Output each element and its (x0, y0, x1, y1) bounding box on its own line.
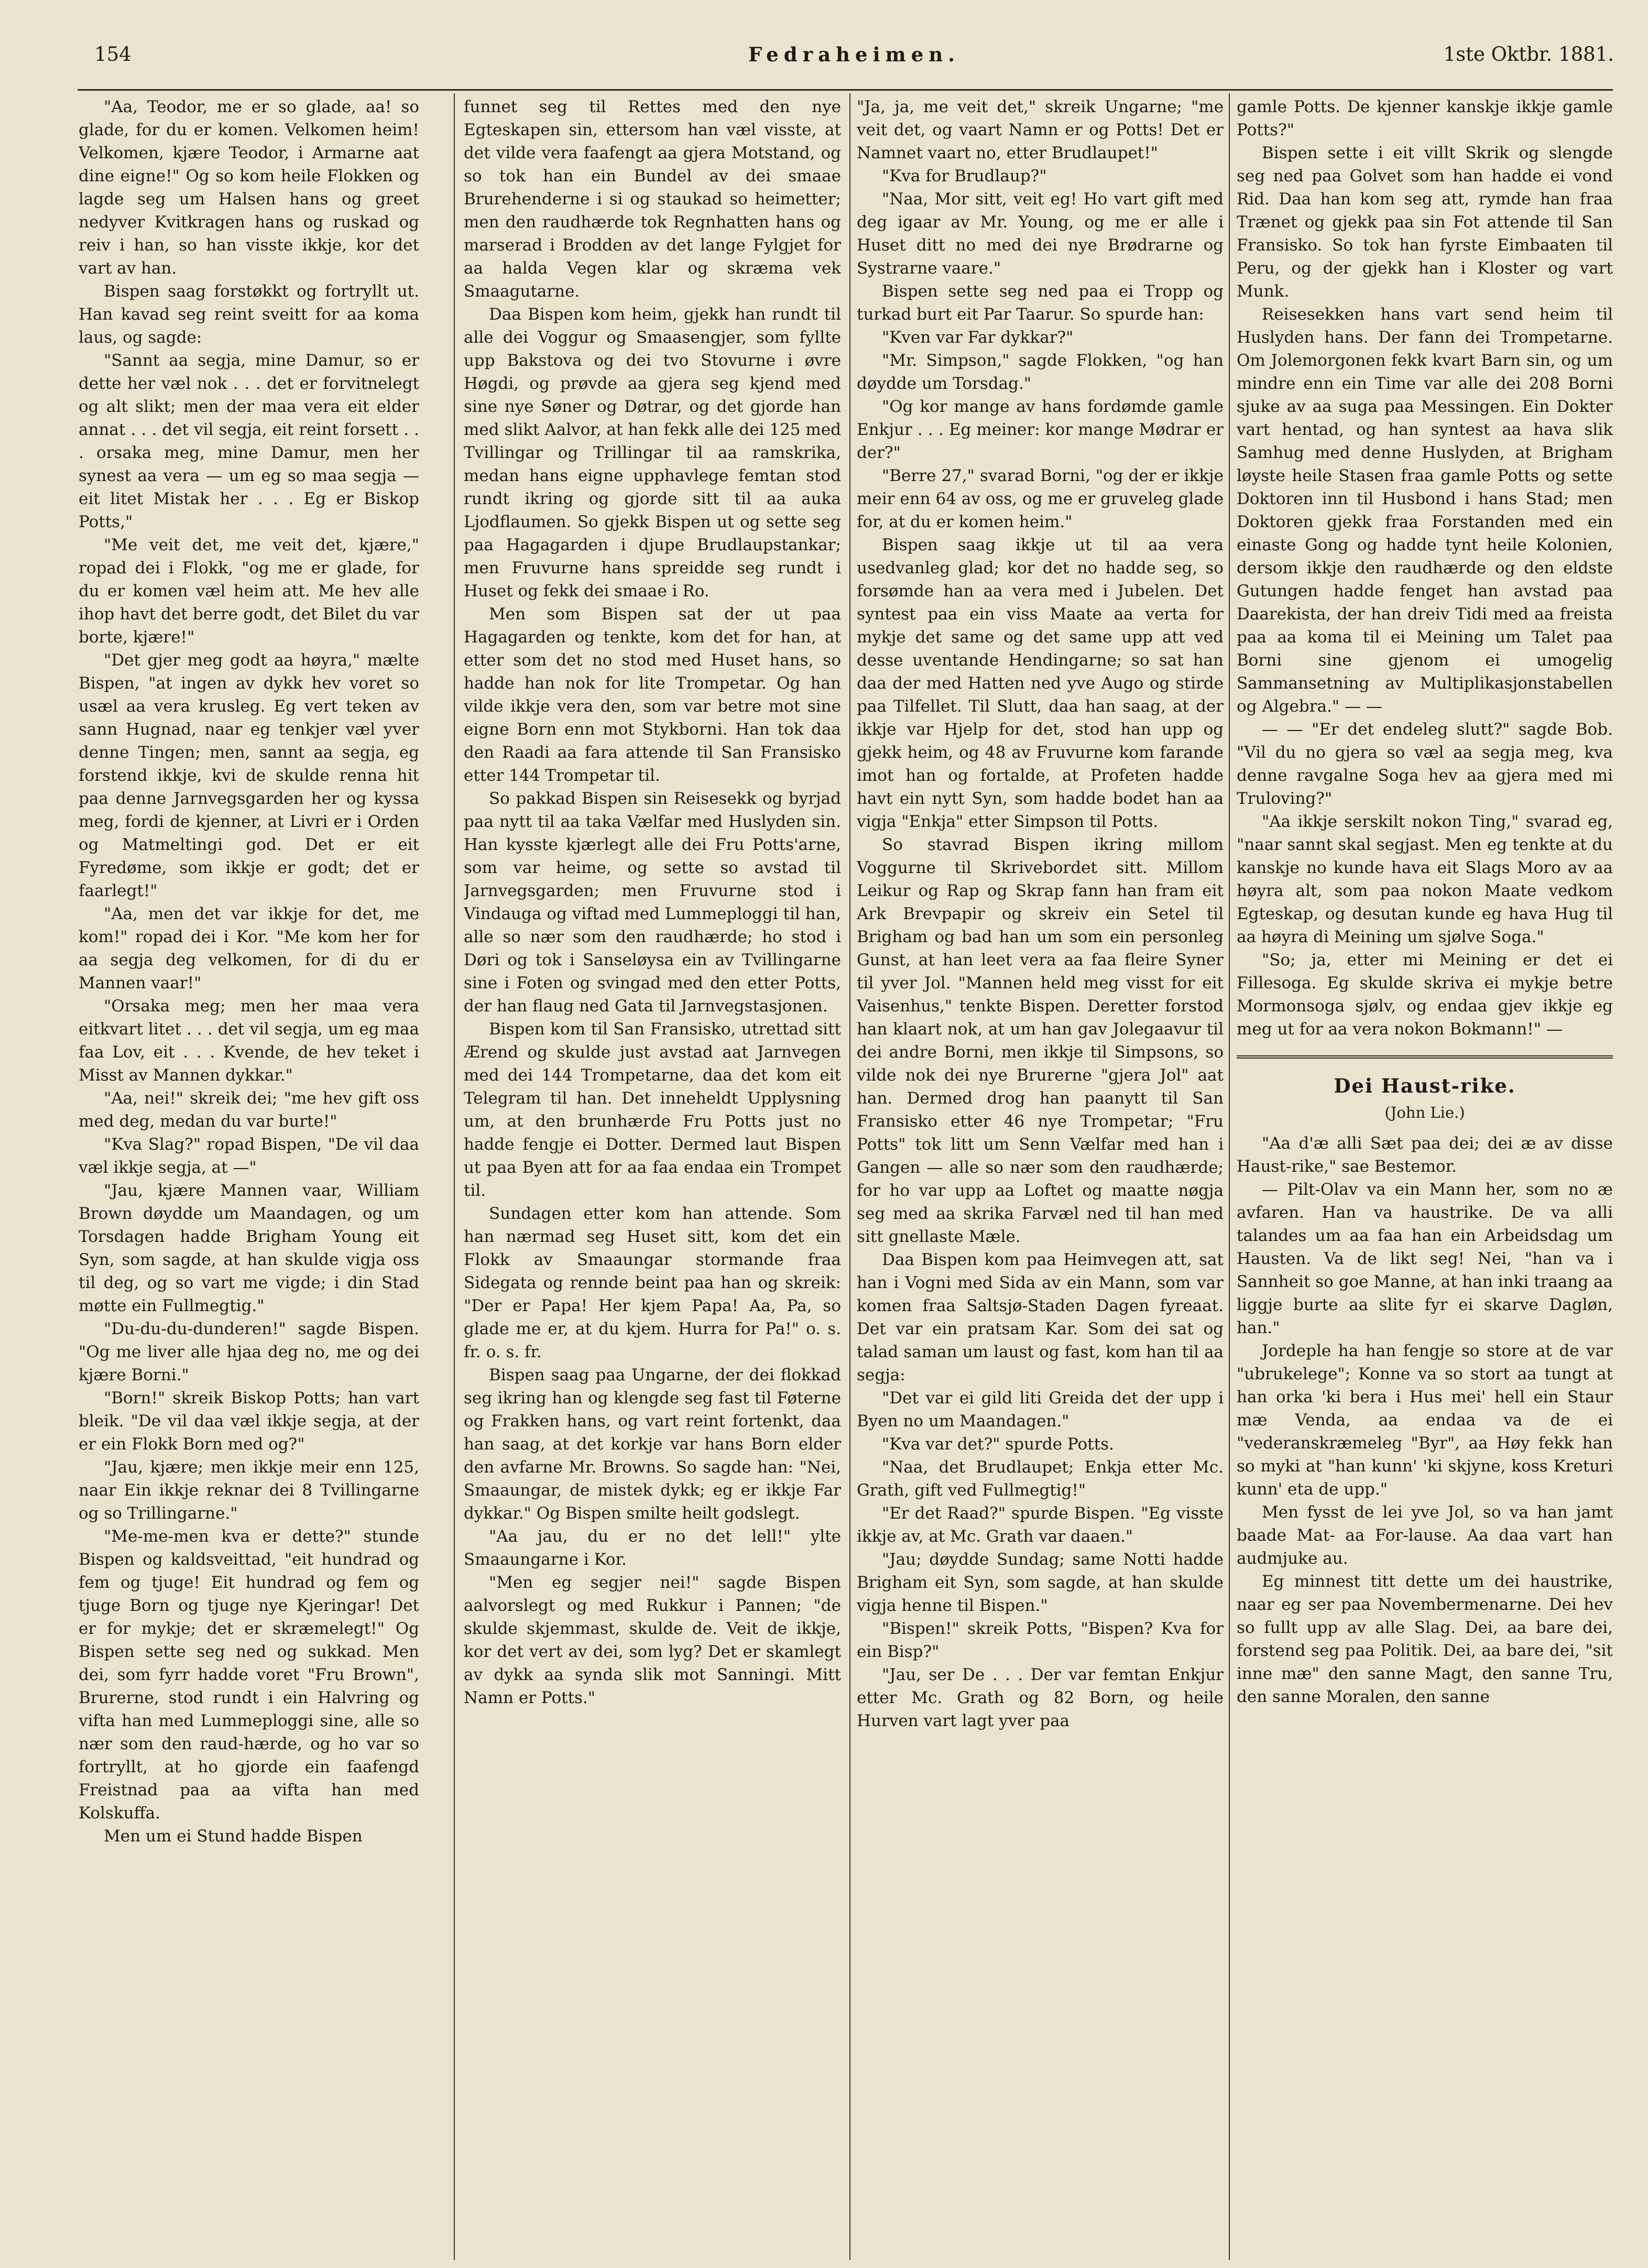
paragraph: "Aa, men det var ikkje for det, me kom!" ropad dei i Kor. "Me kom her for aa segja deg velkomen, for di du er Mannen vaar!" (79, 904, 419, 993)
paragraph: "Kven var Far dykkar?" (882, 328, 1074, 347)
page-number: 154 (94, 43, 132, 66)
paragraph: Bispen saag paa Ungarne, der dei flokkad seg ikring han og klengde seg fast til Føterne og Frakken hans, og vart reint fortenkt, daa han saag, at det korkje var hans Born elder den avfarne Mr. Browns. So sagde han: "Nei, Smaaungar, de mistek dykk; eg er ikkje Far dykkar." Og Bispen smilte heilt godslegt. (464, 1366, 841, 1523)
paragraph: Reisesekken hans vart send heim til Huslyden hans. Der fann dei Trompetarne. Om Jolemorgonen fekk kvart Barn sin, og um mindre enn ein Time var alle dei 208 Borni sjuke av aa suga paa Messingen. Ein Dokter vart hentad, og han syntest aa hava slik Samhug med denne Huslyden, at Brigham løyste heile Stasen fraa gamle Potts og sette Doktoren inn til Husbond i hans Stad; men Doktoren gjekk fraa Forstanden med ein einaste Gong og hadde tynt heile Kolonien, dersom ikkje den raudhærde og den eldste Gutungen hadde fenget han avstad paa Daarekista, der han dreiv Tidi med aa freista paa aa koma til ei Meining um Talet paa Borni sine gjenom ei umogelig Sammansetning av Multiplikasjonstabellen og Algebra." — — (1237, 305, 1613, 716)
section-divider (1237, 1055, 1613, 1059)
paragraph: "Ja, ja, me veit det," skreik Ungarne; "me veit det, og vaart Namn er og Potts! Det er Namnet vaart no, etter Brudlaupet!" (857, 97, 1224, 162)
paragraph: "Mr. Simpson," sagde Flokken, "og han døydde um Torsdag." (857, 351, 1224, 393)
paragraph: funnet seg til Rettes med den nye Egteskapen sin, ettersom han væl visste, at det vilde vera faafengt aa gjera Motstand, og so tok han ein Bundel av dei smaae Brurehenderne i si og staukad so heimetter; men den raudhærde tok Regnhatten hans og marserad i Brodden av det lange Fylgjet for aa halda Vegen klar og skræma vek Smaagutarne. (464, 97, 841, 301)
paragraph: "Jau, ser De . . . Der var femtan Enkjur etter Mc. Grath og 82 Born, og heile Hurven vart lagt yver paa (857, 1665, 1224, 1730)
paragraph: Daa Bispen kom heim, gjekk han rundt til alle dei Voggur og Smaasengjer, som fyllte upp Bakstova og dei tvo Stovurne i øvre Høgdi, og prøvde aa gjera seg kjend med sine nye Søner og Døtrar, og det gjorde han med slikt Aalvor, at han fekk alle dei 125 med Tvillingar og Trillingar til aa ramskrika, medan hans eigne upphavlege femtan stod rundt ikring og gjorde sitt til aa auka Ljodflaumen. So gjekk Bispen ut og sette seg paa Hagagarden i djupe Brudlaupstankar; men Fruvurne hans spreidde seg rundt i Huset og fekk dei smaae i Ro. (464, 305, 841, 601)
column-1 (79, 95, 419, 2262)
issue-date: 1ste Oktbr. 1881. (1443, 43, 1614, 66)
header-rule (78, 89, 1613, 91)
paragraph: Bispen sette i eit villt Skrik og slengde seg ned paa Golvet som han hadde ei vond Rid. Daa han kom seg att, rymde han fraa Trænet og gjekk paa sin Fot attende til San Fransisko. So tok han fyrste Eimbaaten til Peru, og der gjekk han i Kloster og vart Munk. (1237, 144, 1613, 301)
column-divider (849, 93, 850, 2260)
paragraph: "Sannt aa segja, mine Damur, so er dette her væl nok . . . det er forvitnelegt og alt slikt; men der maa vera eit elder annat . . . det vil segja, eit reint forsett . . . orsaka meg, mine Damur, men her synest aa vera — um eg so maa segja — eit litet Mistak her . . . Eg er Biskop Potts," (79, 351, 419, 531)
paragraph: "Jau; døydde Sundag; same Notti hadde Brigham eit Syn, som sagde, at han skulde vigja henne til Bispen." (857, 1550, 1224, 1615)
column-4 (1237, 95, 1613, 2262)
paragraph: Men fysst de lei yve Jol, so va han jamt baade Mat- aa For-lause. Aa daa vart han audmjuke au. (1237, 1503, 1613, 1568)
paragraph: Eg minnest titt dette um dei haustrike, naar eg ser paa Novembermenarne. Dei hev so fullt upp av alle Slag. Dei, aa bare dei, forstend seg paa Politik. Dei, aa bare dei, "sit inne mæ" den sanne Magt, den sanne Tru, den sanne Moralen, den sanne (1237, 1572, 1613, 1706)
paragraph: "Men eg segjer nei!" sagde Bispen aalvorslegt og med Rukkur i Pannen; "de skulde skjemmast, skulde de. Veit de ikkje, kor det vert av dei, som lyg? Det er skamlegt av dykk aa synda slik mot Sanningi. Mitt Namn er Potts." (464, 1573, 841, 1707)
column-divider (454, 93, 455, 2260)
paragraph: "Naa, det Brudlaupet; Enkja etter Mc. Grath, gift ved Fullmegtig!" (857, 1458, 1224, 1500)
paragraph: "Aa, nei!" skreik dei; "me hev gift oss med deg, medan du var burte!" (79, 1089, 419, 1131)
paragraph: "Bispen!" skreik Potts, "Bispen? Kva for ein Bisp?" (857, 1619, 1224, 1661)
paragraph: "Kva Slag?" ropad Bispen, "De vil daa væl ikkje segja, at —" (79, 1135, 419, 1177)
paragraph: "Me-me-men kva er dette?" stunde Bispen og kaldsveittad, "eit hundrad og fem og tjuge! Eit hundrad og fem og tjuge Born og tjuge nye Kjeringar! Det er for mykje; det er skræmelegt!" Og Bispen sette seg ned og sukkad. Men dei, som fyrr hadde voret "Fru Brown", Brurerne, stod rundt i ein Halvring og vifta han med Lummeploggi sine, alle so nær som den raud-hærde, og ho var so fortryllt, at ho gjorde ein faafengd Freistnad paa aa vifta han med Kolskuffa. (79, 1527, 419, 1823)
article-title: Dei Haust-rike. (1334, 1074, 1516, 1097)
paragraph: "Berre 27," svarad Borni, "og der er ikkje meir enn 64 av oss, og me er gruveleg glade for, at du er komen heim." (857, 466, 1224, 531)
paragraph: "So; ja, etter mi Meining er det ei Fillesoga. Eg skulde skriva ei mykje betre Mormonsoga sjølv, og endaa gjev ikkje eg meg ut for aa vera nokon Bokmann!" — (1237, 951, 1613, 1039)
page-header (94, 43, 1614, 74)
paragraph: "Kva for Brudlaup?" (882, 167, 1047, 186)
masthead-title: Fedraheimen. (748, 43, 961, 66)
paragraph: "Det var ei gild liti Greida det der upp i Byen no um Maandagen." (857, 1389, 1224, 1431)
paragraph: Men som Bispen sat der ut paa Hagagarden og tenkte, kom det for han, at etter som det no stod med Huset hans, so hadde han nok for lite Trompetar. Og han vilde ikkje vera den, som var betre mot sine eigne Born enn mot Stykborni. Han tok daa den Raadi aa fara attende til San Fransisko etter 144 Trompetar til. (464, 605, 841, 785)
paragraph: — Pilt-Olav va ein Mann her, som no æ avfaren. Han va haustrike. De va alli talandes um aa faa han ein Arbeidsdag um Hausten. Va de likt seg! Nei, "han va i Sannheit so goe Manne, at han inki traang aa liggje burte aa slite fyr ei skarve Dagløn, han." (1237, 1180, 1613, 1337)
paragraph: "Og kor mange av hans fordømde gamle Enkjur . . . Eg meiner: kor mange Mødrar er der?" (857, 397, 1224, 462)
paragraph: "Aa d'æ alli Sæt paa dei; dei æ av disse Haust-rike," sae Bestemor. (1237, 1134, 1613, 1176)
paragraph: Bispen kom til San Fransisko, utrettad sitt Ærend og skulde just avstad aat Jarnvegen med dei 144 Trompetarne, daa det kom eit Telegram til han. Det inneheldt Upplysning um, at den brunhærde Fru Potts just no hadde fengje ei Dotter. Dermed laut Bispen ut paa Byen att for aa faa endaa ein Trompet til. (464, 1020, 841, 1200)
paragraph: "Born!" skreik Biskop Potts; han vart bleik. "De vil daa væl ikkje segja, at der er ein Flokk Born med og?" (79, 1389, 419, 1454)
paragraph: Daa Bispen kom paa Heimvegen att, sat han i Vogni med Sida av ein Mann, som var komen fraa Saltsjø-Staden Dagen fyreaat. Det var ein pratsam Kar. Som dei sat og talad saman um laust og fast, kom han til aa segja: (857, 1250, 1224, 1384)
paragraph: "Naa, Mor sitt, veit eg! Ho vart gift med deg igaar av Mr. Young, og me er alle i Huset ditt no med dei nye Brødrarne og Systrarne vaare." (857, 190, 1224, 278)
paragraph: Men um ei Stund hadde Bispen (104, 1827, 363, 1846)
paragraph: Bispen saag forstøkkt og fortryllt ut. Han kavad seg reint sveitt for aa koma laus, og sagde: (79, 282, 419, 347)
paragraph: Sundagen etter kom han attende. Som han nærmad seg Huset sitt, kom det ein Flokk av Smaaungar stormande fraa Sidegata og rennde beint paa han og skreik: "Der er Papa! Her kjem Papa! Aa, Pa, so glade me er, at du kjem. Hurra for Pa!" o. s. fr. o. s. fr. (464, 1204, 841, 1361)
paragraph: — — "Er det endeleg slutt?" sagde Bob. "Vil du no gjera so væl aa segja meg, kva denne ravgalne Soga hev aa gjera med mi Truloving?" (1237, 720, 1613, 808)
paragraph: Jordeple ha han fengje so store at de var "ubrukelege"; Konne va so stort aa tungt at han orka 'ki bera i Hus mei' hell ein Staur mæ Venda, aa endaa va de ei "vederanskræmeleg "Byr", aa Høy fekk han so myki at "han kunn' 'ki skjyne, koss Kreturi kunn' eta de upp." (1237, 1342, 1613, 1499)
paragraph: "Du-du-du-dunderen!" sagde Bispen. "Og me liver alle hjaa deg no, me og dei kjære Borni." (79, 1320, 419, 1384)
paragraph: So stavrad Bispen ikring millom Voggurne til Skrivebordet sitt. Millom Leikur og Rap og Skrap fann han fram eit Ark Brevpapir og skreiv ein Setel til Brigham og bad han um som ein personleg Gunst, at han leet vera aa faa fleire Syner til yver Jol. "Mannen held meg visst for eit Vaisenhus," tenkte Bispen. Deretter forstod han klaart nok, at um han gav Jolegaavur til dei andre Borni, men ikkje til Simpsons, so vilde nok dei nye Brurerne "gjera Jol" aat han. Dermed drog han paanytt til San Fransisko etter 46 nye Trompetar; "Fru Potts" tok litt um Senn Vælfar med han i Gangen — alle so nær som den raudhærde; for ho var upp aa Loftet og maatte nøgja seg med aa skrika Farvæl ned til han med sitt gnellaste Mæle. (857, 835, 1224, 1246)
paragraph: "Er det Raad?" spurde Bispen. "Eg visste ikkje av, at Mc. Grath var daaen." (857, 1504, 1224, 1546)
paragraph: "Jau, kjære; men ikkje meir enn 125, naar Ein ikkje reknar dei 8 Tvillingarne og so Trillingarne." (79, 1458, 419, 1523)
paragraph: "Aa, Teodor, me er so glade, aa! so glade, for du er komen. Velkomen heim! Velkomen, kjære Teodor, i Armarne aat dine eigne!" Og so kom heile Flokken og lagde seg um Halsen hans og greet nedyver Kvitkragen hans og ruskad og reiv i han, so han visste ikkje, kor det vart av han. (79, 97, 419, 278)
paragraph: So pakkad Bispen sin Reisesekk og byrjad paa nytt til aa taka Vælfar med Huslyden sin. Han kysste kjærlegt alle dei Fru Potts'arne, som var heime, og sette so avstad til Jarnvegsgarden; men Fruvurne stod i Vindauga og viftad med Lummeploggi til han, alle so nær som den raudhærde; ho stod i Døri og tok i Sanseløysa ein av Tvillingarne sine i Foten og svingad med den etter Potts, der han flaug ned Gata til Jarnvegstasjonen. (464, 789, 841, 1016)
paragraph: "Kva var det?" spurde Potts. (882, 1435, 1114, 1454)
paragraph: gamle Potts. De kjenner kanskje ikkje gamle Potts?" (1237, 97, 1613, 139)
paragraph: "Me veit det, me veit det, kjære," ropad dei i Flokk, "og me er glade, for du er komen væl heim att. Me hev alle ihop havt det berre godt, det Bilet du var borte, kjære!" (79, 536, 419, 647)
paragraph: Bispen sette seg ned paa ei Tropp og turkad burt eit Par Taarur. So spurde han: (857, 282, 1224, 324)
paragraph: "Aa ikkje serskilt nokon Ting," svarad eg, "naar sannt skal segjast. Men eg tenkte at du kanskje no kunde hava eit Slags Moro av aa høyra alt, som paa nokon Maate vedkom Egteskap, og desutan kunde eg hava Hug til aa høyra di Meining um sjølve Soga." (1237, 812, 1613, 946)
paragraph: "Orsaka meg; men her maa vera eitkvart litet . . . det vil segja, um eg maa faa Lov, eit . . . Kvende, de hev teket i Misst av Mannen dykkar." (79, 997, 419, 1085)
column-3 (857, 95, 1224, 2262)
column-2 (464, 95, 841, 2262)
article-author: (John Lie.) (1384, 1104, 1465, 1121)
paragraph: Bispen saag ikkje ut til aa vera usedvanleg glad; kor det no hadde seg, so forsømde han aa vera med i Jubelen. Det syntest paa ein viss Maate aa verta for mykje det same og det same upp att ved desse uventande Hendingarne; so sat han daa der med Hatten ned yve Augo og stirde paa Tilfellet. Til Slutt, daa han saag, at der ikkje var Hjelp for det, stod han upp og gjekk heim, og 48 av Fruvurne kom farande imot han og fortalde, at Profeten hadde havt ein nytt Syn, som hadde bodet han aa vigja "Enkja" etter Simpson til Potts. (857, 536, 1224, 831)
paragraph: "Aa jau, du er no det lell!" ylte Smaaungarne i Kor. (464, 1527, 841, 1569)
paragraph: "Det gjer meg godt aa høyra," mælte Bispen, "at ingen av dykk hev voret so usæl aa vera krusleg. Eg vert teken av sann Hugnad, naar eg tenkjer væl yver denne Tingen; men, sannt aa segja, eg forstend ikkje, kvi de skulde renna hit paa denne Jarnvegsgarden her og kyssa meg, fordi de kjenner, at Livri er i Orden og Matmeltingi god. Det er eit Fyredøme, som ikkje er godt; det er faarlegt!" (79, 651, 419, 900)
column-divider (1229, 93, 1230, 2260)
paragraph: "Jau, kjære Mannen vaar, William Brown døydde um Maandagen, og um Torsdagen hadde Brigham Young eit Syn, som sagde, at han skulde vigja oss til deg, og so vart me vigde; i din Stad møtte ein Fullmegtig." (79, 1181, 419, 1315)
